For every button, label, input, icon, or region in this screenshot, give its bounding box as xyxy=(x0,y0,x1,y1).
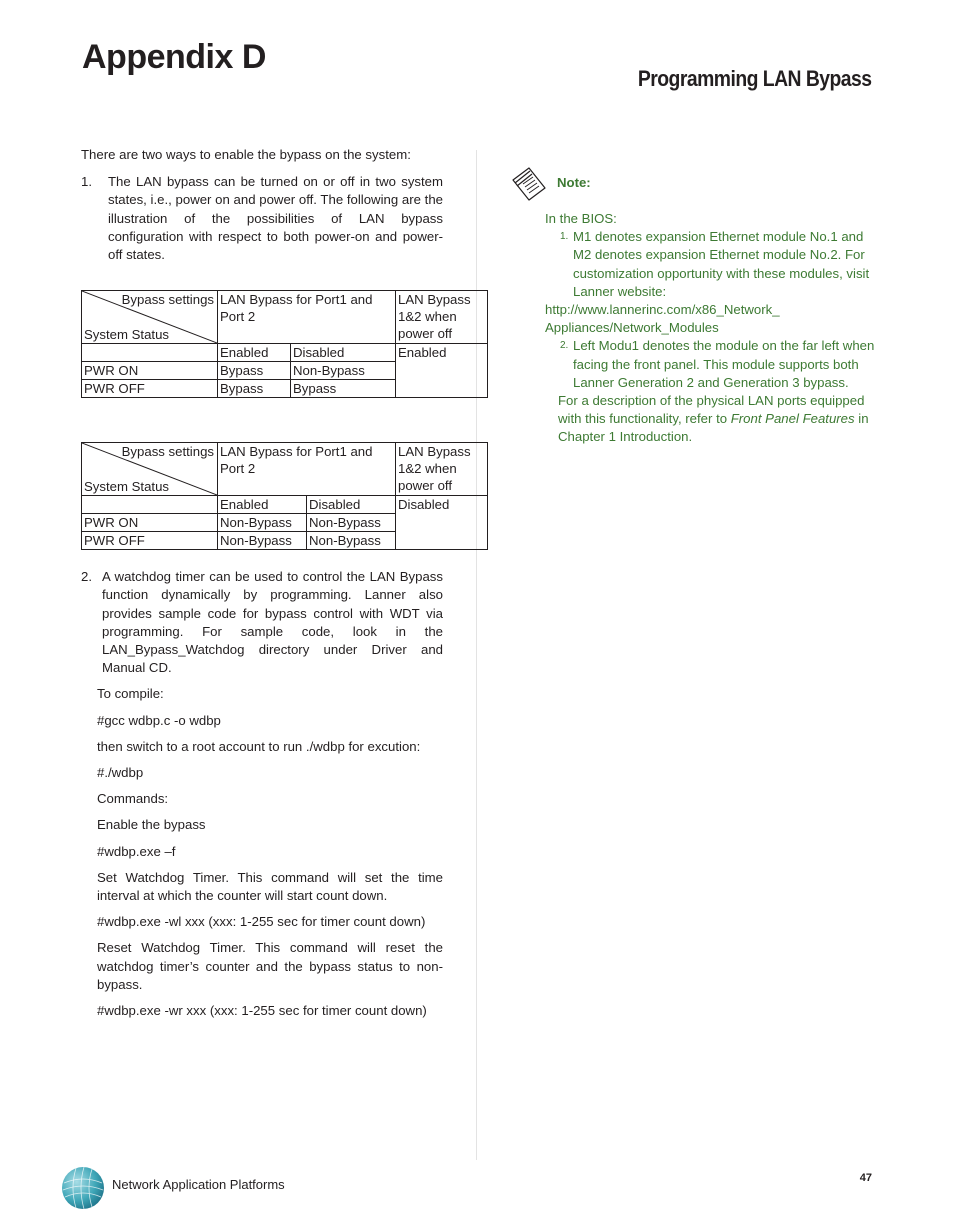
power-off-value: Disabled xyxy=(396,496,488,550)
bypass-settings-label: Bypass settings xyxy=(121,444,214,460)
power-off-header: LAN Bypass 1&2 when power off xyxy=(396,291,488,344)
bypass-settings-label: Bypass settings xyxy=(121,292,214,308)
bypass-table-enabled xyxy=(81,290,488,398)
subheader-disabled: Disabled xyxy=(307,496,396,514)
note-sub-item-2 xyxy=(560,337,879,392)
note-url-line-1: http://www.lannerinc.com/x86_Network_ xyxy=(545,302,780,318)
list-number: 2. xyxy=(81,569,92,585)
cell-disabled: Bypass xyxy=(290,380,395,398)
desc-post: in Chapter 1 Introduction. xyxy=(558,411,869,445)
code-line: #./wdbp xyxy=(97,765,144,781)
system-status-label: System Status xyxy=(84,327,170,343)
paragraph: then switch to a root account to run ./wdbp for excution: xyxy=(97,738,421,754)
cell-enabled: Non-Bypass xyxy=(218,514,307,532)
appendix-title: Appendix D xyxy=(82,38,266,76)
sub-number: 1. xyxy=(560,231,569,243)
intro-text: There are two ways to enable the bypass on the system: xyxy=(81,147,411,162)
cell-enabled: Bypass xyxy=(218,362,291,380)
empty-cell xyxy=(82,496,218,514)
list-text: A watchdog timer can be used to control the LAN Bypass function dynamically by programming. Lanner also provides sample code for bypass control with WDT via programming. For sample code, look in the LAN_Bypass_Watchdog directory under Driver and Manual CD. xyxy=(102,569,443,676)
paragraph: Reset Watchdog Timer. This command will reset the watchdog timer’s counter and the bypass status to non-bypass. xyxy=(97,940,443,992)
note-url-line-2: Appliances/Network_Modules xyxy=(545,320,719,336)
cell-enabled: Non-Bypass xyxy=(218,532,307,550)
sub-text: Left Modu1 denotes the module on the far left when facing the front panel. This module supports both Lanner Generation 2 and Generation 3 bypass. xyxy=(573,338,875,390)
globe-logo-icon xyxy=(60,1165,106,1211)
empty-cell xyxy=(82,344,218,362)
note-pad-icon xyxy=(509,162,549,202)
system-status-label: System Status xyxy=(84,479,170,495)
code-line: #wdbp.exe –f xyxy=(97,843,176,859)
list-text: The LAN bypass can be turned on or off in two system states, i.e., power on and power off. The following are the illustration of the possibilities of LAN bypass configuration with respect to both power-on and power-off states. xyxy=(108,174,443,263)
section-title: Programming LAN Bypass xyxy=(638,66,872,91)
code-line: #wdbp.exe -wl xxx (xxx: 1-255 sec for timer count down) xyxy=(97,914,426,930)
list-item-2 xyxy=(81,568,443,677)
code-line: #gcc wdbp.c -o wdbp xyxy=(97,712,221,728)
subheader-enabled: Enabled xyxy=(218,344,291,362)
cell-disabled: Non-Bypass xyxy=(307,514,396,532)
paragraph: To compile: xyxy=(97,686,164,702)
paragraph: Enable the bypass xyxy=(97,817,206,833)
note-bios: In the BIOS: xyxy=(545,211,617,226)
footer-text: Network Application Platforms xyxy=(112,1177,285,1192)
paragraph: Commands: xyxy=(97,791,169,807)
sub-number: 2. xyxy=(560,340,569,352)
cell-enabled: Bypass xyxy=(218,380,291,398)
power-off-value: Enabled xyxy=(396,344,488,398)
cell-disabled: Non-Bypass xyxy=(307,532,396,550)
row-label: PWR ON xyxy=(82,514,218,532)
desc-pre: For a description of the physical LAN ports equipped with this functionality, refer to xyxy=(558,393,865,427)
diagonal-header-cell xyxy=(82,443,218,496)
note-sub-item-1 xyxy=(560,228,879,301)
subheader-disabled: Disabled xyxy=(290,344,395,362)
row-label: PWR ON xyxy=(82,362,218,380)
row-label: PWR OFF xyxy=(82,380,218,398)
front-panel-features-ref: Front Panel Features xyxy=(730,411,855,427)
port-header: LAN Bypass for Port1 and Port 2 xyxy=(218,443,396,496)
sub-text: M1 denotes expansion Ethernet module No.1 and M2 denotes expansion Ethernet module No.2. For customization opportunity with these modules, visit Lanner website: xyxy=(573,229,870,299)
cell-disabled: Non-Bypass xyxy=(290,362,395,380)
paragraph: Set Watchdog Timer. This command will set the time interval at which the counter will start count down. xyxy=(97,869,443,904)
row-label: PWR OFF xyxy=(82,532,218,550)
page-number: 47 xyxy=(859,1172,872,1184)
note-label: Note: xyxy=(557,174,591,190)
code-line: #wdbp.exe -wr xxx (xxx: 1-255 sec for timer count down) xyxy=(97,1003,427,1019)
note-description xyxy=(558,392,879,447)
note-body xyxy=(545,210,879,447)
subheader-enabled: Enabled xyxy=(218,496,307,514)
port-header: LAN Bypass for Port1 and Port 2 xyxy=(218,291,396,344)
power-off-header: LAN Bypass 1&2 when power off xyxy=(396,443,488,496)
note-box xyxy=(509,160,879,447)
list-number: 1. xyxy=(81,174,92,190)
diagonal-header-cell xyxy=(82,291,218,344)
bypass-table-disabled xyxy=(81,442,488,550)
list-item-1 xyxy=(81,173,443,264)
note-header xyxy=(509,160,879,202)
left-column xyxy=(81,146,471,1020)
